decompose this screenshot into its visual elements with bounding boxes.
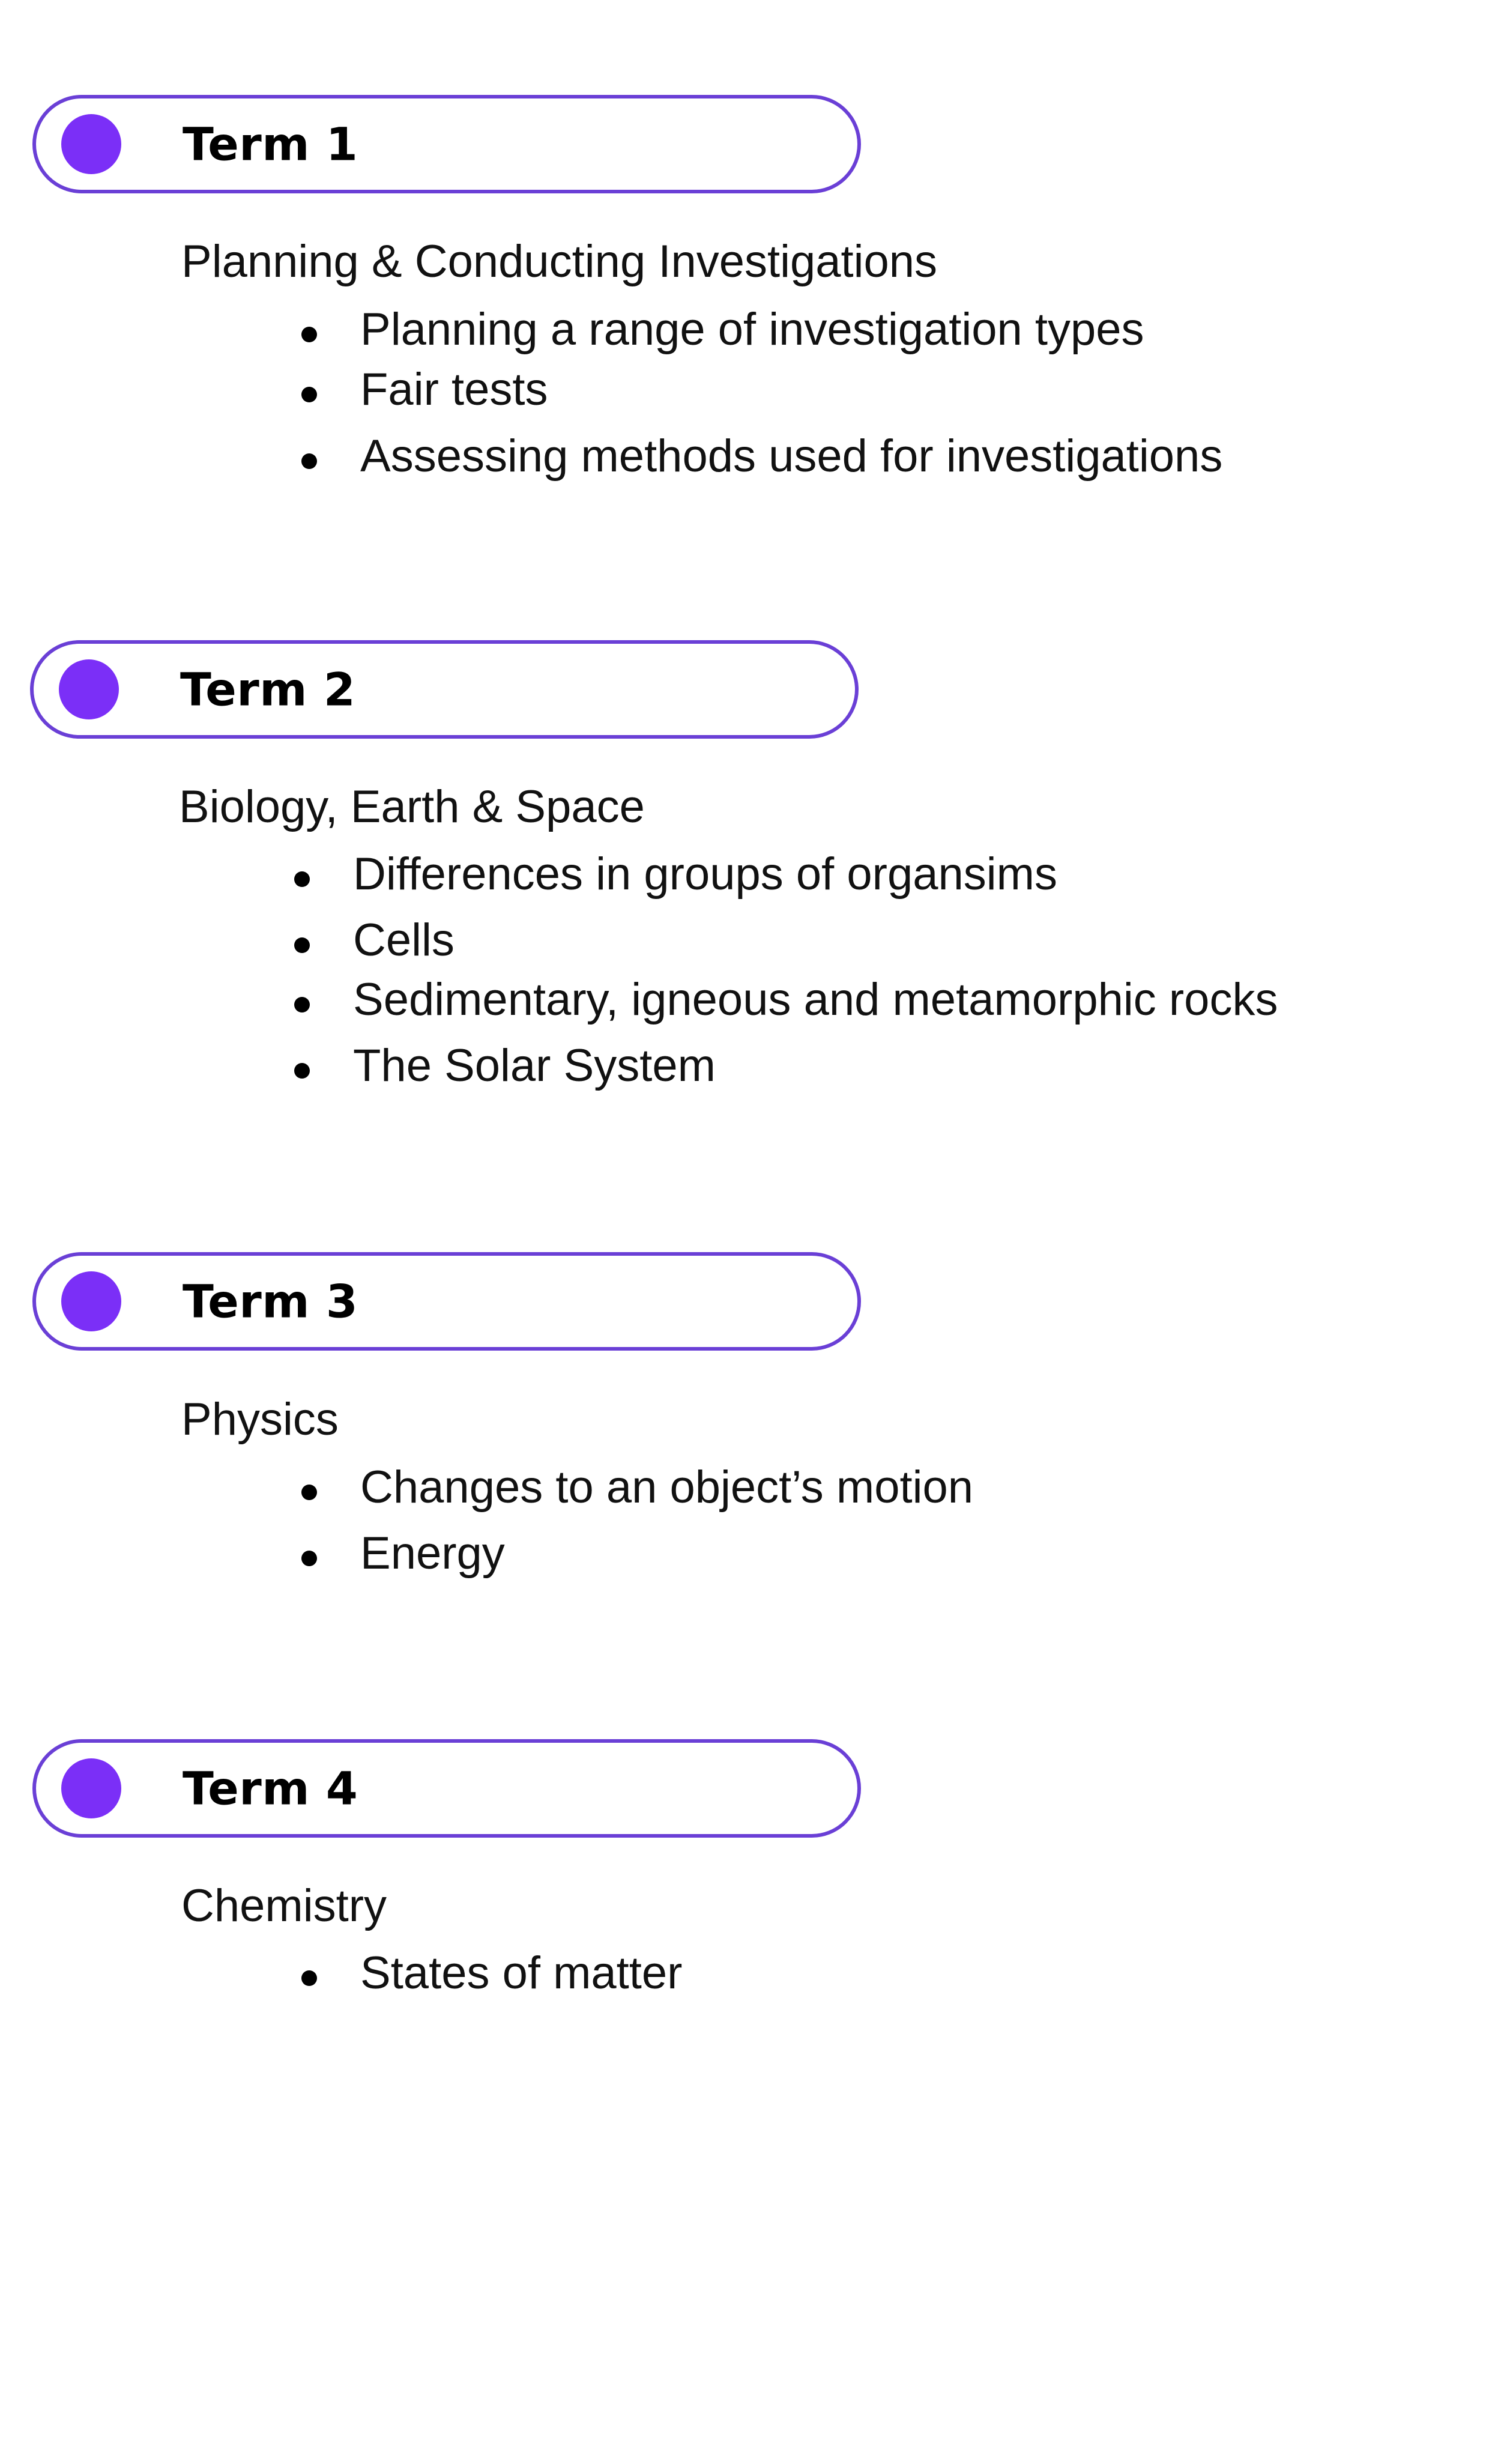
- bullet-text: Differences in groups of organsims: [353, 849, 1057, 900]
- bullet-icon: [301, 453, 317, 469]
- bullet-text: Assessing methods used for investigations: [360, 431, 1223, 482]
- term-3-title: Term 3: [183, 1274, 358, 1328]
- term-marker-dot: [59, 659, 119, 719]
- bullet-text: The Solar System: [353, 1040, 716, 1091]
- term-2-title: Term 2: [180, 662, 356, 716]
- term-2-header: [30, 640, 859, 739]
- bullet-text: States of matter: [360, 1948, 683, 1999]
- bullet-icon: [294, 997, 310, 1013]
- bullet-text: Sedimentary, igneous and metamorphic rocks: [353, 974, 1278, 1025]
- list-item: [0, 303, 1441, 363]
- list-item: [0, 1947, 1441, 2007]
- list-item: [0, 973, 1471, 1034]
- term-marker-dot: [61, 1271, 121, 1331]
- bullet-icon: [301, 387, 317, 402]
- term-1-title: Term 1: [183, 117, 358, 171]
- term-3-header: [32, 1252, 861, 1351]
- list-item: [0, 430, 1441, 490]
- list-item: [0, 363, 1441, 423]
- bullet-icon: [301, 1485, 317, 1500]
- bullet-icon: [294, 1063, 310, 1079]
- bullet-text: Planning a range of investigation types: [360, 304, 1144, 355]
- term-marker-dot: [61, 114, 121, 174]
- bullet-icon: [301, 1970, 317, 1986]
- bullet-text: Energy: [360, 1528, 505, 1579]
- bullet-icon: [301, 327, 317, 342]
- term-2-topic: Biology, Earth & Space: [179, 781, 645, 832]
- term-4-title: Term 4: [183, 1761, 358, 1815]
- bullet-text: Fair tests: [360, 364, 548, 415]
- bullet-text: Changes to an object’s motion: [360, 1462, 974, 1513]
- list-item: [0, 1527, 1441, 1587]
- bullet-text: Cells: [353, 915, 455, 966]
- bullet-icon: [294, 871, 310, 887]
- list-item: [0, 1461, 1441, 1521]
- term-1-header: [32, 95, 861, 193]
- term-4-header: [32, 1739, 861, 1838]
- bullet-icon: [301, 1551, 317, 1566]
- term-marker-dot: [61, 1758, 121, 1818]
- bullet-icon: [294, 937, 310, 953]
- list-item: [0, 914, 1471, 974]
- term-3-topic: Physics: [181, 1394, 339, 1445]
- term-1-topic: Planning & Conducting Investigations: [181, 236, 938, 287]
- list-item: [0, 848, 1471, 908]
- list-item: [0, 1040, 1471, 1100]
- term-4-topic: Chemistry: [181, 1880, 387, 1931]
